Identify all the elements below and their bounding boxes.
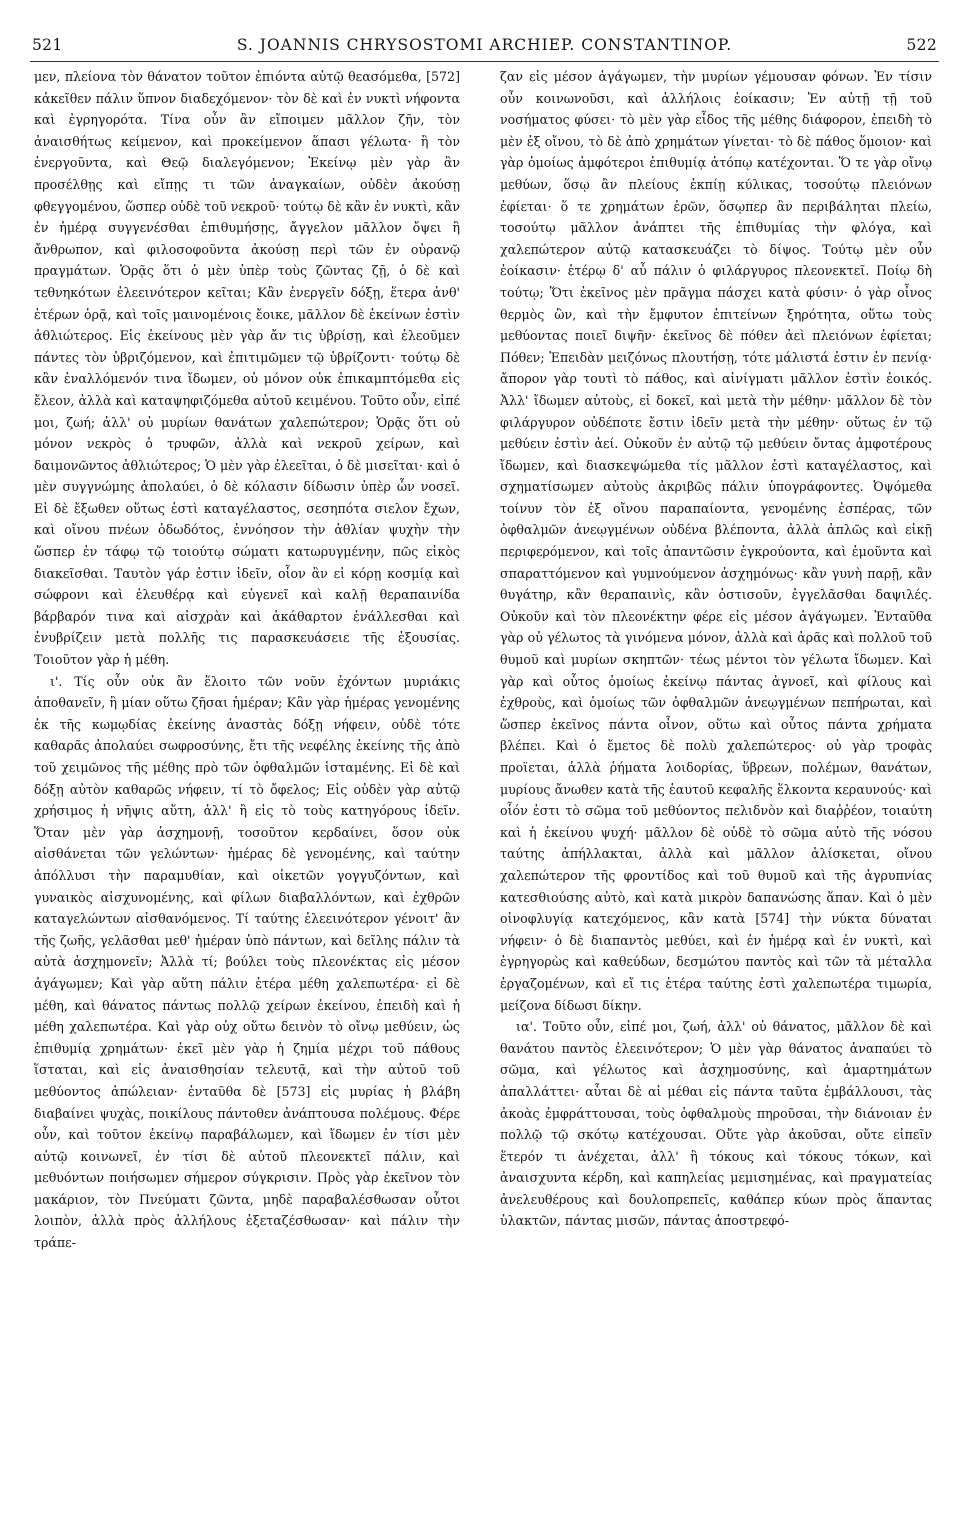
- page-number-left: 521: [32, 36, 63, 54]
- running-head: [32, 36, 937, 64]
- right-paragraph-1: ζαν εἰς μέσον ἀγάγωμεν, τὴν μυρίων γέμουσαν φόνων. Ἐν τίσιν οὖν κοινωνοῦσι, καὶ ἀλλήλοις ἐοίκασιν; Ἐν αὐτῇ τῇ τοῦ νοσήματος φύσει· τὸ μὲν γὰρ εἶδος τῆς μέθης διάφορον, ἐπειδὴ τὸ μὲν ἐξ οἴνου, τὸ δὲ ἀπὸ χρημάτων γίνεται· τὸ δὲ πάθος ὅμοιον· καὶ γὰρ ὁμοίως ἀμφότεροι ἐπιθυμίᾳ ἀτόπῳ κατέχονται. Ὅ τε γὰρ οἴνῳ μεθύων, ὅσῳ ἂν πλείους ἐκπίῃ κύλικας, τοσούτῳ πλειόνων ἐφίεται· ὅ τε χρημάτων ἐρῶν, ὅσῳπερ ἂν περιβάληται πλείω, τοσούτῳ μᾶλλον ἀνάπτει τῆς ἐπιθυμίας τὴν φλόγα, καὶ χαλεπώτερον αὐτῷ κατασκευάζει τὸ δίψος. Τούτῳ μὲν οὖν ἐοίκασιν· ἑτέρῳ δ' αὖ πάλιν ὁ φιλάργυρος πλεονεκτεῖ. Ποίῳ δὴ τούτῳ; Ὅτι ἐκεῖνος μὲν πρᾶγμα πάσχει κατὰ φύσιν· ὁ γὰρ οἶνος θερμὸς ὢν, καὶ τὴν ἔμφυτον ἐπιτείνων ξηρότητα, οὕτω τοὺς μεθύοντας ποιεῖ διψῆν· ἐκεῖνος δὲ πόθεν ἀεὶ πλειόνων ἐφίεται; Πόθεν; Ἐπειδὰν μειζόνως πλουτήσῃ, τότε μάλιστά ἐστιν ἐν πενίᾳ· ἄπορον γὰρ τουτὶ τὸ πάθος, καὶ αἰνίγματι μᾶλλον ἐστὶν ἐοικός. Ἀλλ' ἴδωμεν αὐτοὺς, εἰ δοκεῖ, καὶ μετὰ τὴν μέθην· μᾶλλον δὲ τὸν φιλάργυρον οὐδέποτε ἔστιν ἰδεῖν μετὰ τὴν μέθην· οὕτως ἐν τῷ μεθύειν ἐστὶν ἀεί. Οὐκοῦν ἐν αὐτῷ τῷ μεθύειν ὄντας ἀμφοτέρους ἴδωμεν, καὶ διασκεψώμεθα τίς μᾶλλον ἐστὶ καταγέλαστος, καὶ σχηματίσωμεν αὐτοὺς ἀκριβῶς πάλιν ὑπογράφοντες. Ὀψόμεθα τοίνυν τὸν ἐξ οἴνου παραπαίοντα, γενομένης ἑσπέρας, τῶν ὀφθαλμῶν ἀνεῳγμένων οὐδένα βλέποντα, ἀλλὰ ἁπλῶς καὶ εἰκῇ περιφερόμενον, καὶ τοῖς ἀπαντῶσιν ἐγκρούοντα, καὶ ἐμοῦντα καὶ σπαραττόμενον καὶ γυμνούμενον ἀσχημόνως· κἂν γυνὴ παρῇ, κἂν θυγάτηρ, κἂν θεραπαινὶς, κἂν ὁστισοῦν, ἐγγελᾶσθαι δαψιλές. Οὐκοῦν καὶ τὸν πλεονέκτην φέρε εἰς μέσον ἀγάγωμεν. Ἐνταῦθα γὰρ οὐ γέλωτος τὰ γινόμενα μόνον, ἀλλὰ καὶ ἀρᾶς καὶ πολλοῦ τοῦ θυμοῦ καὶ μυρίων σκηπτῶν· τέως μέντοι τὸν γέλωτα ἴδωμεν. Καὶ γὰρ καὶ οὗτος ὁμοίως ἐκείνῳ πάντας ἀγνοεῖ, καὶ φίλους καὶ ἐχθροὺς, καὶ ὁμοίως τῶν ὀφθαλμῶν ἀνεῳγμένων πεπήρωται, καὶ ὥσπερ ἐκεῖνος πάντα οἶνον, οὕτω καὶ οὗτος πάντα χρήματα βλέπει. Καὶ ὁ ἔμετος δὲ πολὺ χαλεπώτερος· οὐ γὰρ τροφὰς προϊεται, ἀλλὰ ῥήματα λοιδορίας, ὕβρεων, πολέμων, θανάτων, μυρίους ἄνωθεν κατὰ τῆς ἑαυτοῦ κεφαλῆς ἕλκοντα κεραυνούς· καὶ οἷόν ἐστι τὸ σῶμα τοῦ μεθύοντος πελιδνὸν καὶ διαῤῥέον, τοιαύτη καὶ ἡ ἐκείνου ψυχή· μᾶλλον δὲ οὐδὲ τὸ σῶμα αὐτὸ τῆς νόσου ταύτης ἀπήλλακται, ἀλλὰ καὶ μᾶλλον ἁλίσκεται, οἴνου χαλεπώτερον τῆς φροντίδος καὶ τοῦ θυμοῦ καὶ τῆς ἀγρυπνίας κατεσθιούσης αὐτὸ, καὶ κατὰ μικρὸν δαπανώσης ἅπαν. Καὶ ὁ μὲν οἰνοφλυγίᾳ κατεχόμενος, κἂν κατὰ [574] τὴν νύκτα δύναται νήφειν· ὁ δὲ διαπαντὸς μεθύει, καὶ ἐν ἡμέρᾳ καὶ ἐν νυκτὶ, καὶ ἐγρηγορὼς καὶ καθεύδων, δεσμώτου παντὸς καὶ τῶν τὰ μέταλλα ἐργαζομένων, καὶ εἴ τις ἑτέρα ταύτης ἐστὶ χαλεπωτέρα τιμωρία, μείζονα δίδωσι δίκην.: [500, 69, 932, 1013]
- right-paragraph-2: ια'. Τοῦτο οὖν, εἰπέ μοι, ζωή, ἀλλ' οὐ θάνατος, μᾶλλον δὲ καὶ θανάτου παντὸς ἐλεεινότερον; Ὁ μὲν γὰρ θάνατος ἀναπαύει τὸ σῶμα, καὶ γέλωτος καὶ ἀσχημοσύνης, καὶ ἁμαρτημάτων ἀπαλλάττει· αὗται δὲ αἱ μέθαι εἰς πάντα ταῦτα ἐμβάλλουσι, τὰς ἀκοὰς ἐμφράττουσαι, τοὺς ὀφθαλμοὺς πηροῦσαι, τὴν διάνοιαν ἐν πολλῷ τῷ σκότῳ κατέχουσαι. Οὔτε γὰρ ἀκοῦσαι, οὔτε εἰπεῖν ἕτερόν τι ἀνέχεται, ἀλλ' ἢ τόκους καὶ τόκους τόκων, καὶ ἀναισχυντα κέρδη, καὶ καπηλείας μεμισημένας, καὶ πραγματείας ἀνελευθέρους καὶ δουλοπρεπεῖς, καθάπερ κύων πρὸς ἅπαντας ὑλακτῶν, πάντας μισῶν, πάντας ἀποστρεφό-: [500, 1019, 932, 1229]
- left-column: [34, 66, 460, 1254]
- left-paragraph-2: ι'. Τίς οὖν οὐκ ἂν ἕλοιτο τῶν νοῦν ἐχόντων μυριάκις ἀποθανεῖν, ἢ μίαν οὕτω ζῆσαι ἡμέραν; Κἂν γὰρ ἡμέρας γενομένης ἐκ τῆς κωμῳδίας ἐκείνης ἀναστὰς δόξῃ νήφειν, οὐδὲ τότε καθαρᾶς ἀπολαύει σωφροσύνης, ἔτι τῆς νεφέλης ἐκείνης τῆς ἀπὸ τοῦ χειμῶνος τῆς μέθης πρὸ τῶν ὀφθαλμῶν ἱσταμένης. Εἰ δὲ καὶ δόξῃ αὐτὸν καθαρῶς νήφειν, τί τὸ ὄφελος; Εἰς οὐδὲν γὰρ αὐτῷ χρήσιμος ἡ νῆψις αὕτη, ἀλλ' ἢ εἰς τὸ τοὺς κατηγόρους ἰδεῖν. Ὅταν μὲν γὰρ ἀσχημονῇ, τοσοῦτον κερδαίνει, ὅσον οὐκ αἰσθάνεται τῶν γελώντων· ἡμέρας δὲ γενομένης, καὶ ταύτην ἀπόλλυσι τὴν παραμυθίαν, καὶ οἰκετῶν γογγυζόντων, καὶ γυναικὸς αἰσχυνομένης, καὶ φίλων διαβαλλόντων, καὶ ἐχθρῶν καταγελώντων αἰσθανόμενος. Τί ταύτης ἐλεεινότερον γένοιτ' ἂν τῆς ζωῆς, γελᾶσθαι μεθ' ἡμέραν ὑπὸ πάντων, καὶ δεῖλης πάλιν τὰ αὐτὰ ἀσχημονεῖν; Ἀλλὰ τί; βούλει τοὺς πλεονέκτας εἰς μέσον ἀγάγωμεν; Καὶ γὰρ αὕτη πάλιν ἑτέρα μέθη χαλεπωτέρα· εἰ δὲ μέθη, καὶ θάνατος πάντως πολλῷ χείρων ἐκείνου, ἐπειδὴ καὶ ἡ μέθη χαλεπωτέρα. Καὶ γὰρ οὐχ οὕτω δεινὸν τὸ οἴνῳ μεθύειν, ὡς ἐπιθυμίᾳ χρημάτων· ἐκεῖ μὲν γὰρ ἡ ζημία μέχρι τοῦ πάθους ἵσταται, καὶ εἰς ἀναισθησίαν τελευτᾷ, καὶ τὴν αὐτοῦ τοῦ μεθύοντος ἀπώλειαν· ἐνταῦθα δὲ [573] εἰς μυρίας ἡ βλάβη διαβαίνει ψυχὰς, ποικίλους πάντοθεν ἀνάπτουσα πολέμους. Φέρε οὖν, καὶ τοῦτον ἐκείνῳ παραβάλωμεν, καὶ ἴδωμεν ἐν τίσι μὲν αὐτῷ κοινωνεῖ, ἐν τίσι δὲ αὐτοῦ πλεονεκτεῖ πάλιν, καὶ μεθυόντων ποιήσωμεν σήμερον σύγκρισιν. Πρὸς γὰρ ἐκεῖνον τὸν μακάριον, τὸν Πνεύματι ζῶντα, μηδὲ παραβαλέσθωσαν οὗτοι λοιπὸν, ἀλλὰ πρὸς ἀλλήλους ἐξεταζέσθωσαν· καὶ πάλιν τὴν τράπε-: [34, 673, 460, 1251]
- page-number-right: 522: [906, 36, 937, 54]
- right-column: [500, 66, 932, 1232]
- left-paragraph-1: μεν, πλείονα τὸν θάνατον τοῦτον ἐπιόντα αὐτῷ θεασόμεθα, [572] κἀκεῖθεν πάλιν ὕπνον διαδεχόμενον· τὸν δὲ καὶ ἐν νυκτὶ νήφοντα καὶ ἐγρηγορότα. Τίνα οὖν ἂν εἴποιμεν μᾶλλον ζῆν, τὸν ἀναισθήτως κείμενον, καὶ προκείμενον ἅπασι γέλωτα· ἢ τὸν ἐνεργοῦντα, καὶ Θεῷ διαλεγόμενον; Ἐκείνῳ μὲν γὰρ ἂν προσέλθῃς καὶ εἴπῃς τι τῶν ἀναγκαίων, οὐδὲν ἀκούσῃ φθεγγομένου, ὥσπερ οὐδὲ τοῦ νεκροῦ· τούτῳ δὲ κἂν ἐν νυκτὶ, κἂν ἐν ἡμέρᾳ συγγενέσθαι ἐπιθυμήσῃς, ἄγγελον μᾶλλον ὄψει ἢ ἄνθρωπον, καὶ φιλοσοφοῦντα ἀκούσῃ περὶ τῶν ἐν οὐρανῷ πραγμάτων. Ὁρᾷς ὅτι ὁ μὲν ὑπὲρ τοὺς ζῶντας ζῇ, ὁ δὲ καὶ τεθνηκότων ἐλεεινότερον κεῖται; Κἂν ἐνεργεῖν δόξῃ, ἕτερα ἀνθ' ἑτέρων ὁρᾷ, καὶ τοῖς μαινομένοις ἔοικε, μᾶλλον δὲ ἐκείνων ἐστὶν ἀθλιώτερος. Εἰς ἐκείνους μὲν γὰρ ἄν τις ὑβρίσῃ, καὶ ἐλεοῦμεν πάντες τὸν ὑβριζόμενον, καὶ ἐπιτιμῶμεν τῷ ὑβρίζοντι· τούτῳ δὲ κἂν ἐναλλόμενόν τινα ἴδωμεν, οὐ μόνον οὐκ ἐπικαμπτόμεθα εἰς ἔλεον, ἀλλὰ καὶ καταψηφιζόμεθα αὐτοῦ κειμένου. Τοῦτο οὖν, εἰπέ μοι, ζωή; ἀλλ' οὐ μυρίων θανάτων χαλεπώτερον; Ὁρᾷς ὅτι οὐ μόνον νεκρὸς ὁ τρυφῶν, ἀλλὰ καὶ νεκροῦ χείρων, καὶ δαιμονῶντος ἀθλιώτερος; Ὁ μὲν γὰρ ἐλεεῖται, ὁ δὲ μισεῖται· καὶ ὁ μὲν συγγνώμης ἀπολαύει, ὁ δὲ κόλασιν δίδωσιν ὑπὲρ ὧν νοσεῖ. Εἰ δὲ ἔξωθεν οὕτως ἐστὶ καταγέλαστος, σεσηπότα σιελον ἔχων, καὶ οἴνου πνέων ὀδωδότος, ἐννόησον τὴν ἀθλίαν ψυχὴν τὴν ὥσπερ ἐν τάφῳ τῷ τοιούτῳ σώματι κατωρυγμένην, πῶς εἰκὸς διακεῖσθαι. Ταυτὸν γάρ ἐστιν ἰδεῖν, οἷον ἂν εἰ κόρῃ κοσμίᾳ καὶ σώφρονι καὶ ἐλευθέρᾳ καὶ εὐγενεῖ καὶ καλῇ θεραπαινίδα βάρβαρόν τινα καὶ αἰσχρὰν καὶ ἀκάθαρτον ἐνάλλεσθαι καὶ ἐνυβρίζειν μετὰ πολλῆς τις παρασκευάσειε τῆς ἐξουσίας. Τοιοῦτον γὰρ ἡ μέθη.: [34, 69, 460, 668]
- running-title: S. JOANNIS CHRYSOSTOMI ARCHIEP. CONSTANTINOP.: [236, 36, 733, 54]
- header-rule: [30, 61, 939, 62]
